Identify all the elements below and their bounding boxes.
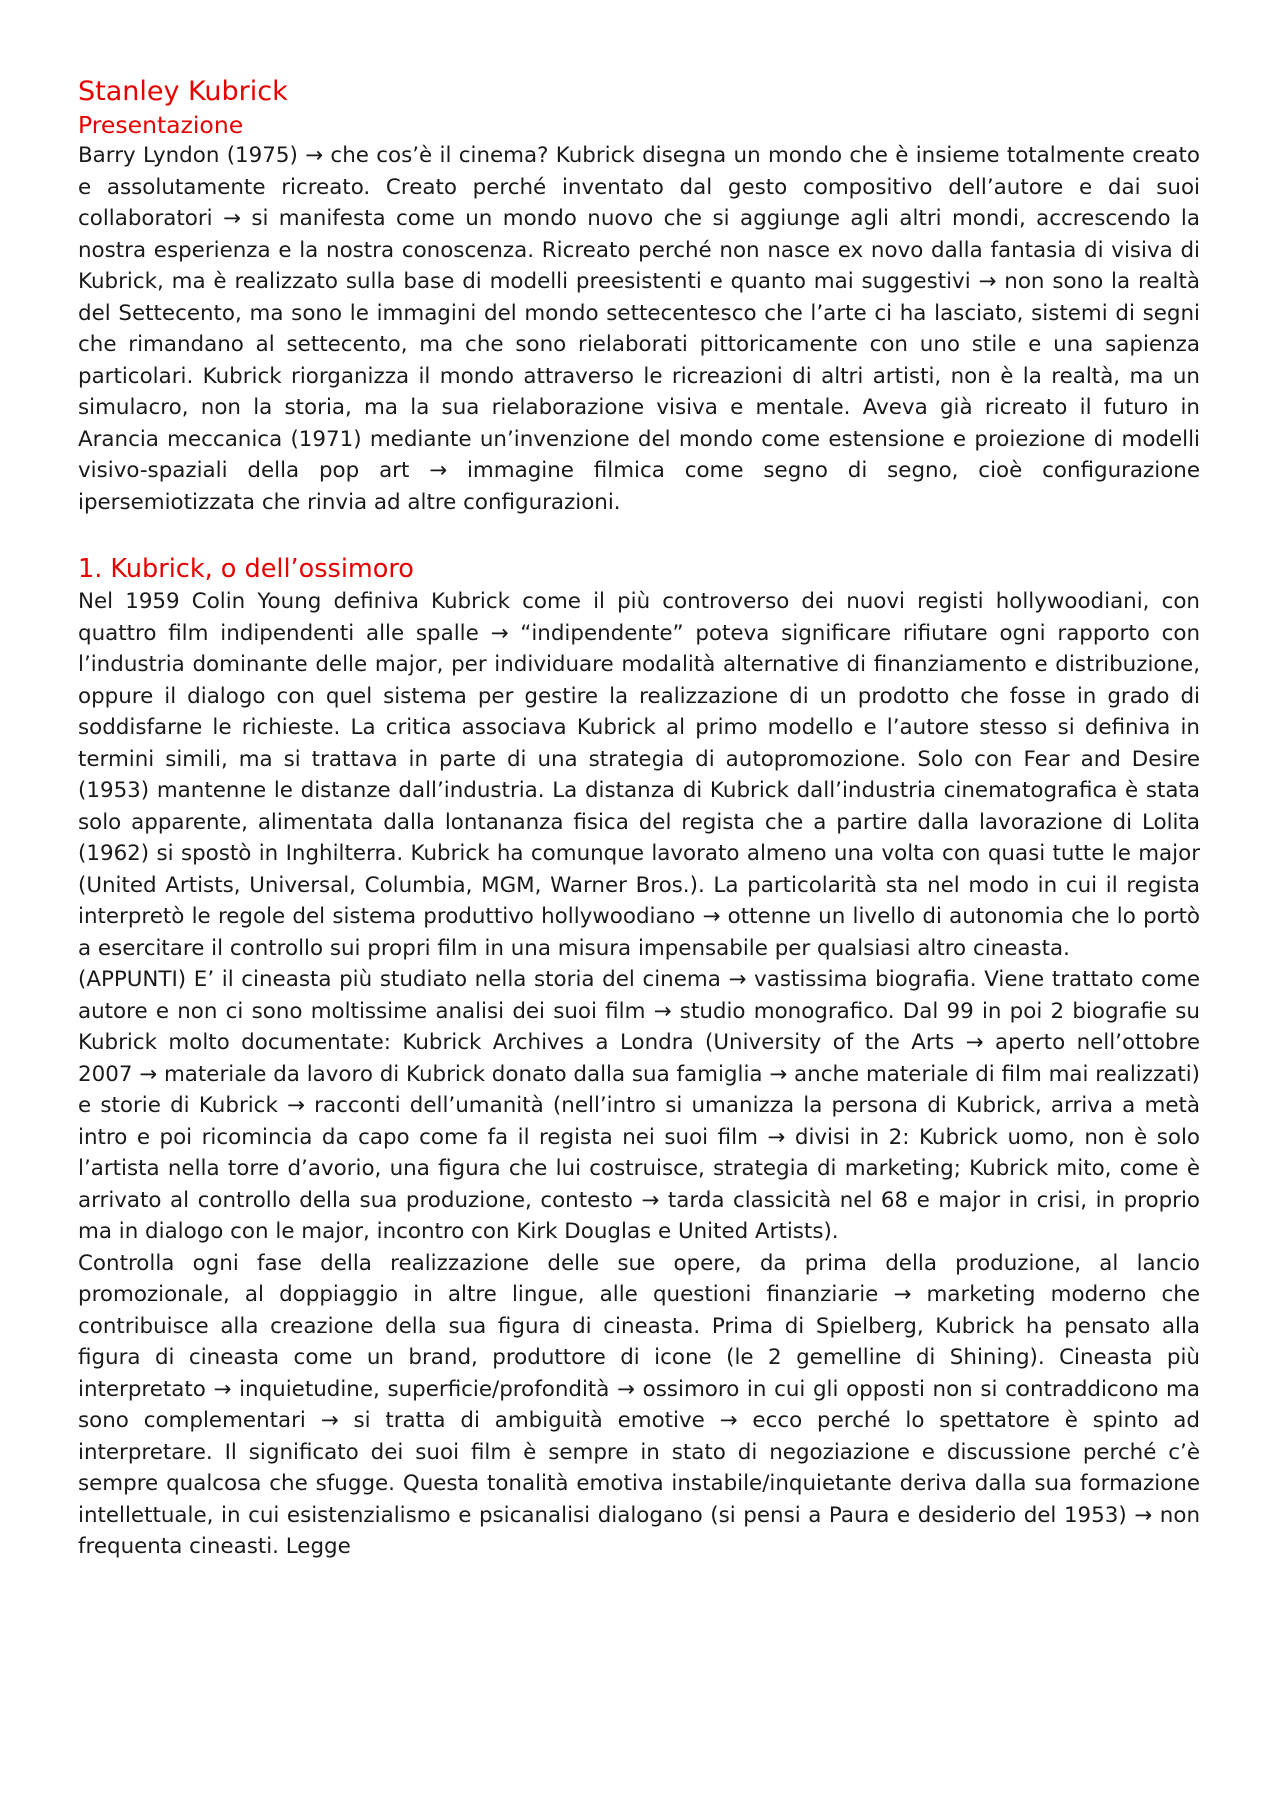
section-paragraph: Nel 1959 Colin Young definiva Kubrick come il più controverso dei nuovi registi hollywoodiani, con quattro film indipendenti alle spalle → “indipendente” poteva significare rifiutare ogni rapporto con l’industria dominante delle major, per individuare modalità alternative di finanziamento e distribuzione, oppure il dialogo con quel sistema per gestire la realizzazione di un prodotto che fosse in grado di soddisfarne le richieste. La critica associava Kubrick al primo modello e l’autore stesso si definiva in termini simili, ma si trattava in parte di una strategia di autopromozione. Solo con Fear and Desire (1953) mantenne le distanze dall’industria. La distanza di Kubrick dall’industria cinematografica è stata solo apparente, alimentata dalla lontananza fisica del regista che a partire dalla lavorazione di Lolita (1962) si spostò in Inghilterra. Kubrick ha comunque lavorato almeno una volta con quasi tutte le major (United Artists, Universal, Columbia, MGM, Warner Bros.). La particolarità sta nel modo in cui il regista interpretò le regole del sistema produttivo hollywoodiano → ottenne un livello di autonomia che lo portò a esercitare il controllo sui propri film in una misura impensabile per qualsiasi altro cineasta. <box>78 589 1200 961</box>
intro-heading: Presentazione <box>78 111 244 139</box>
document-title: Stanley Kubrick <box>78 76 288 107</box>
document-page <box>78 74 1200 1563</box>
intro-paragraph: Barry Lyndon (1975) → che cos’è il cinema? Kubrick disegna un mondo che è insieme totalmente creato e assolutamente ricreato. Creato perché inventato dal gesto compositivo dell’autore e dai suoi collaboratori → si manifesta come un mondo nuovo che si aggiunge agli altri mondi, accrescendo la nostra esperienza e la nostra conoscenza. Ricreato perché non nasce ex novo dalla fantasia di visiva di Kubrick, ma è realizzato sulla base di modelli preesistenti e quanto mai suggestivi → non sono la realtà del Settecento, ma sono le immagini del mondo settecentesco che l’arte ci ha lasciato, sistemi di segni che rimandano al settecento, ma che sono rielaborati pittoricamente con uno stile e una sapienza particolari. Kubrick riorganizza il mondo attraverso le ricreazioni di altri artisti, non è la realtà, ma un simulacro, non la storia, ma la sua rielaborazione visiva e mentale. Aveva già ricreato il futuro in Arancia meccanica (1971) mediante un’invenzione del mondo come estensione e proiezione di modelli visivo-spaziali della pop art → immagine filmica come segno di segno, cioè configurazione ipersemiotizzata che rinvia ad altre configurazioni. <box>78 143 1200 515</box>
section-heading: 1. Kubrick, o dell’ossimoro <box>78 554 414 584</box>
section-paragraph: Controlla ogni fase della realizzazione delle sue opere, da prima della produzione, al lancio promozionale, al doppiaggio in altre lingue, alle questioni finanziarie → marketing moderno che contribuisce alla creazione della sua figura di cineasta. Prima di Spielberg, Kubrick ha pensato alla figura di cineasta come un brand, produttore di icone (le 2 gemelline di Shining). Cineasta più interpretato → inquietudine, superficie/profondità → ossimoro in cui gli opposti non si contraddicono ma sono complementari → si tratta di ambiguità emotive → ecco perché lo spettatore è spinto ad interpretare. Il significato dei suoi film è sempre in stato di negoziazione e discussione perché c’è sempre qualcosa che sfugge. Questa tonalità emotiva instabile/inquietante deriva dalla sua formazione intellettuale, in cui esistenzialismo e psicanalisi dialogano (si pensi a Paura e desiderio del 1953) → non frequenta cineasti. Legge <box>78 1250 1200 1559</box>
section-paragraph: (APPUNTI) E’ il cineasta più studiato nella storia del cinema → vastissima biografia. Viene trattato come autore e non ci sono moltissime analisi dei suoi film → studio monografico. Dal 99 in poi 2 biografie su Kubrick molto documentate: Kubrick Archives a Londra (University of the Arts → aperto nell’ottobre 2007 → materiale da lavoro di Kubrick donato dalla sua famiglia → anche materiale di film mai realizzati) e storie di Kubrick → racconti dell’umanità (nell’intro si umanizza la persona di Kubrick, arriva a metà intro e poi ricomincia da capo come fa il regista nei suoi film → divisi in 2: Kubrick uomo, non è solo l’artista nella torre d’avorio, una figura che lui costruisce, strategia di marketing; Kubrick mito, come è arrivato al controllo della sua produzione, contesto → tarda classicità nel 68 e major in crisi, in proprio ma in dialogo con le major, incontro con Kirk Douglas e United Artists). <box>78 967 1200 1244</box>
